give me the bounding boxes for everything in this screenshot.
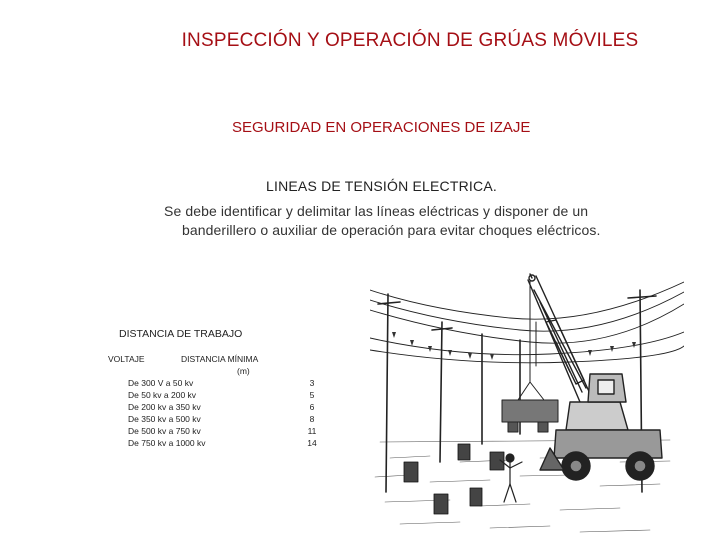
column-header-voltage: VOLTAJE	[108, 354, 145, 364]
crane-boom	[528, 274, 592, 402]
table-title: DISTANCIA DE TRABAJO	[119, 328, 243, 340]
row-distance: 6	[309, 402, 315, 412]
row-distance: 14	[307, 438, 317, 448]
row-distance: 8	[309, 414, 315, 424]
power-lines	[370, 282, 684, 363]
crane-load	[502, 280, 558, 432]
row-voltage: De 300 V a 50 kv	[128, 378, 194, 388]
row-distance: 5	[309, 390, 315, 400]
barrier-barrels	[404, 444, 504, 514]
row-voltage: De 750 kv a 1000 kv	[128, 438, 206, 448]
row-voltage: De 350 kv a 500 kv	[128, 414, 201, 424]
row-voltage: De 500 kv a 750 kv	[128, 426, 201, 436]
crane-illustration	[370, 262, 684, 540]
page-title: INSPECCIÓN Y OPERACIÓN DE GRÚAS MÓVILES	[181, 30, 639, 51]
row-distance: 11	[307, 426, 317, 436]
row-voltage: De 50 kv a 200 kv	[128, 390, 197, 400]
row-voltage: De 200 kv a 350 kv	[128, 402, 201, 412]
crane-body	[540, 374, 662, 480]
page-subtitle: SEGURIDAD EN OPERACIONES DE IZAJE	[232, 119, 531, 136]
column-header-distance: DISTANCIA MÍNIMA	[181, 354, 259, 364]
warning-flags	[392, 332, 636, 360]
section-heading: LINEAS DE TENSIÓN ELECTRICA.	[266, 178, 497, 194]
body-text-line-1: Se debe identificar y delimitar las líneas eléctricas y disponer de un	[164, 203, 589, 219]
row-distance: 3	[309, 378, 315, 388]
column-header-unit: (m)	[237, 366, 250, 376]
body-text-line-2: banderillero o auxiliar de operación para evitar choques eléctricos.	[182, 222, 601, 238]
